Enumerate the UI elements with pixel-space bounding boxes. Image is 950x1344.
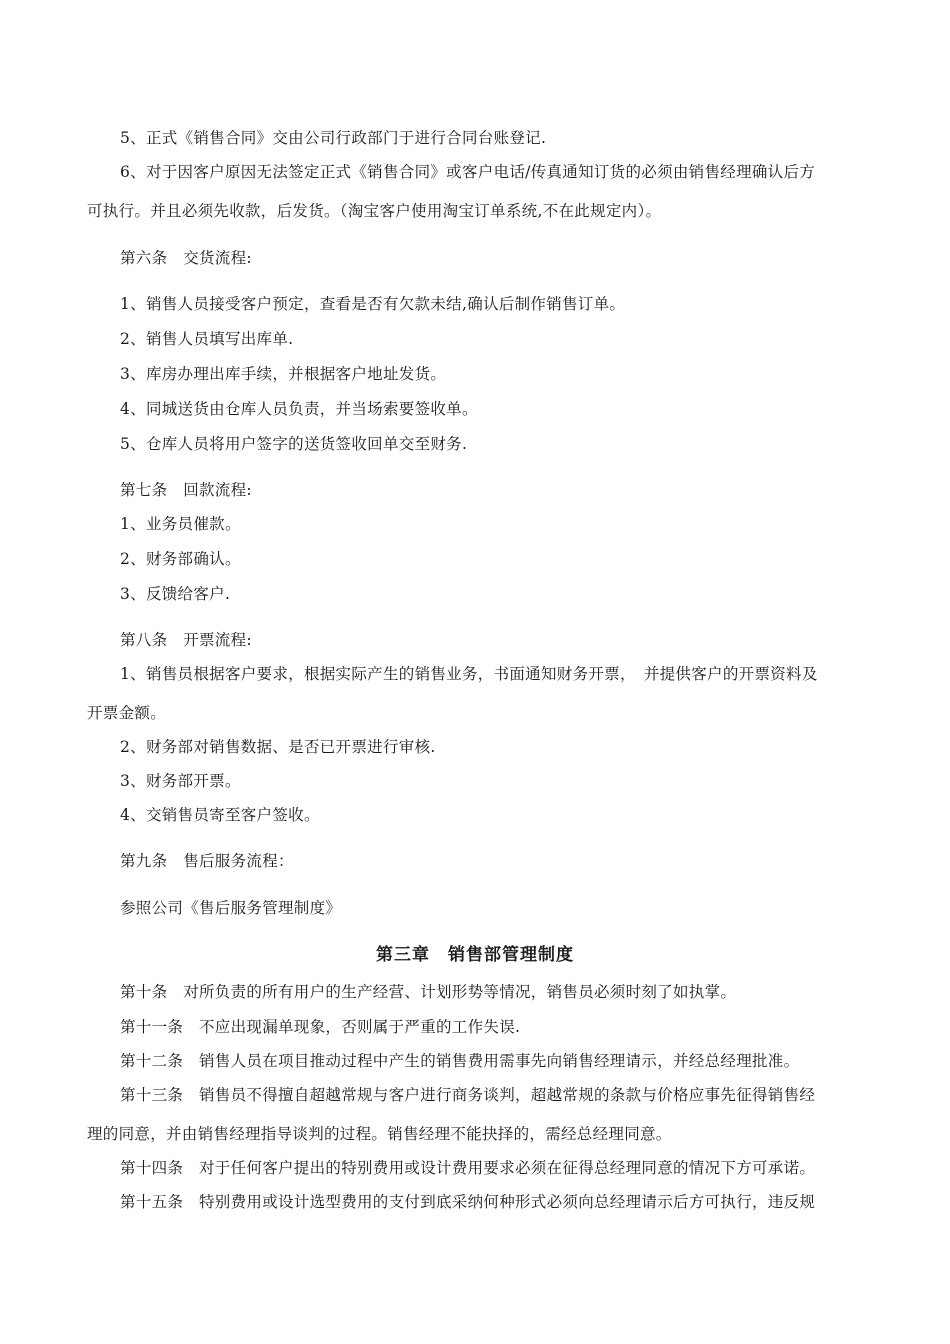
paragraph-line: 第十二条 销售人员在项目推动过程中产生的销售费用需事先向销售经理请示，并经总经理批准。 xyxy=(120,1052,800,1070)
article-heading: 第八条 开票流程: xyxy=(120,631,252,649)
article-heading: 第九条 售后服务流程： xyxy=(120,852,294,870)
paragraph-line: 2、销售人员填写出库单. xyxy=(120,330,294,348)
paragraph-line: 理的同意，并由销售经理指导谈判的过程。销售经理不能抉择的，需经总经理同意。 xyxy=(87,1125,672,1143)
paragraph-line: 第十四条 对于任何客户提出的特别费用或设计费用要求必须在征得总经理同意的情况下方可承诺。 xyxy=(120,1159,816,1177)
paragraph-line: 3、反馈给客户. xyxy=(120,585,231,603)
paragraph-line: 4、交销售员寄至客户签收。 xyxy=(120,806,320,824)
article-heading: 第六条 交货流程: xyxy=(120,249,252,267)
paragraph-line: 1、销售员根据客户要求，根据实际产生的销售业务，书面通知财务开票， 并提供客户的开票资料及 xyxy=(120,665,818,683)
paragraph-line: 第十五条 特别费用或设计选型费用的支付到底采纳何种形式必须向总经理请示后方可执行，违反规 xyxy=(120,1193,816,1211)
paragraph-line: 3、库房办理出库手续，并根据客户地址发货。 xyxy=(120,365,447,383)
paragraph-line: 2、财务部对销售数据、是否已开票进行审核. xyxy=(120,738,436,756)
paragraph-line: 3、财务部开票。 xyxy=(120,772,241,790)
paragraph-line: 4、同城送货由仓库人员负责，并当场索要签收单。 xyxy=(120,400,478,418)
paragraph-line: 第十三条 销售员不得擅自超越常规与客户进行商务谈判，超越常规的条款与价格应事先征得销售经 xyxy=(120,1086,816,1104)
paragraph-line: 第十一条 不应出现漏单现象，否则属于严重的工作失误. xyxy=(120,1018,521,1036)
paragraph-line: 5、正式《销售合同》交由公司行政部门于进行合同台账登记. xyxy=(120,129,547,147)
paragraph-line: 1、销售人员接受客户预定，查看是否有欠款未结,确认后制作销售订单。 xyxy=(120,295,626,313)
paragraph-line: 6、对于因客户原因无法签定正式《销售合同》或客户电话/传真通知订货的必须由销售经理确认后方 xyxy=(120,163,816,181)
paragraph-line: 参照公司《售后服务管理制度》 xyxy=(120,899,342,917)
chapter-heading: 第三章 销售部管理制度 xyxy=(376,945,574,965)
paragraph-line: 1、业务员催款。 xyxy=(120,515,241,533)
paragraph-line: 第十条 对所负责的所有用户的生产经营、计划形势等情况，销售员必须时刻了如执掌。 xyxy=(120,983,737,1001)
paragraph-line: 5、仓库人员将用户签字的送货签收回单交至财务. xyxy=(120,435,468,453)
paragraph-line: 可执行。并且必须先收款，后发货。（淘宝客户使用淘宝订单系统,不在此规定内）。 xyxy=(87,202,662,220)
paragraph-line: 开票金额。 xyxy=(87,704,167,722)
paragraph-line: 2、财务部确认。 xyxy=(120,550,241,568)
article-heading: 第七条 回款流程: xyxy=(120,481,252,499)
